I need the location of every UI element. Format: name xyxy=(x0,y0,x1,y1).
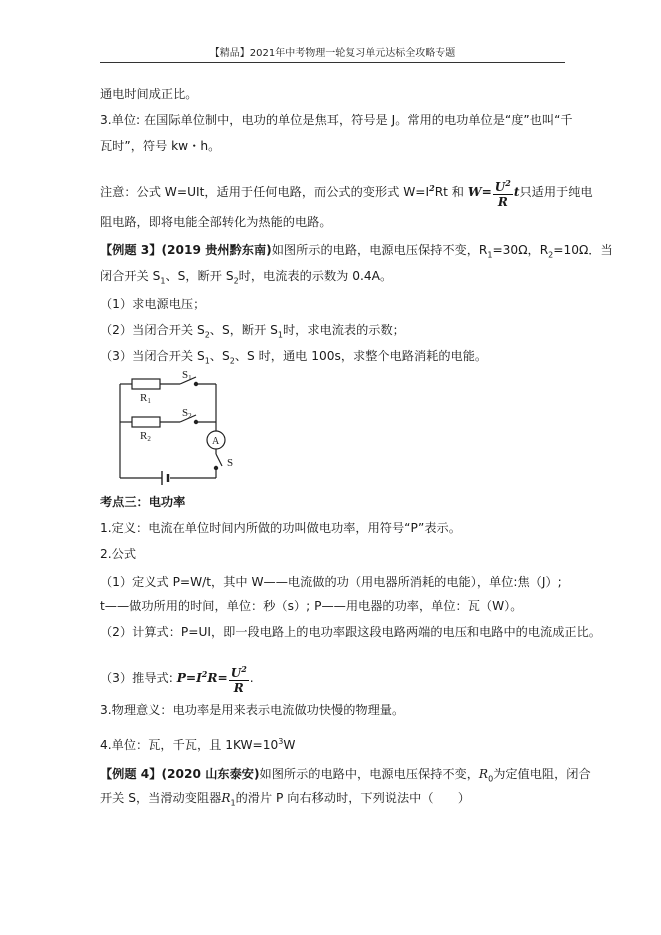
numerator: U xyxy=(494,180,506,194)
subscript: 1 xyxy=(487,250,493,260)
question-2 xyxy=(100,322,405,343)
formula-symbol: t xyxy=(513,185,520,199)
note-text: 只适用于纯电 xyxy=(519,185,593,199)
formula-symbol: = xyxy=(185,671,197,685)
circuit-diagram xyxy=(110,368,250,488)
switch-contact xyxy=(194,420,197,423)
page-header: 【精品】2021年中考物理一轮复习单元达标全攻略专题 xyxy=(209,48,456,59)
note-formula-line xyxy=(100,176,593,209)
example-label: 【例题 3】(2019 贵州黔东南) xyxy=(100,243,272,257)
text-part: W xyxy=(283,738,296,753)
battery xyxy=(162,471,168,485)
text-part: 4.单位：瓦，千瓦，且 1KW=10 xyxy=(100,738,279,753)
text-part: 、S，断开 S xyxy=(209,323,278,337)
subscript: 2 xyxy=(548,250,554,260)
formula-symbol: I xyxy=(196,671,202,685)
example-text: 如图所示的电路中，电源电压保持不变， xyxy=(259,767,479,781)
formula-symbol: R xyxy=(221,791,231,805)
superscript: 2 xyxy=(201,668,208,679)
text-line: （1）定义式 P=W/t，其中 W——电流做的功（用电器所消耗的电能），单位:焦（J）; xyxy=(100,575,562,589)
numerator: U xyxy=(230,666,242,680)
denominator: R xyxy=(497,195,508,209)
subscript: 0 xyxy=(488,774,494,784)
question-1: （1）求电源电压； xyxy=(100,297,206,311)
text-line: 2.公式 xyxy=(100,547,137,561)
note-text: Rt 和 xyxy=(434,185,464,199)
text-part: 时，电流表的示数为 0.4A。 xyxy=(238,269,393,283)
formula-symbol: R xyxy=(478,767,489,781)
derived-formula-line: （3）推导式: $P=I^2R=$ $\frac{U^2}{R}$ . xyxy=(100,664,254,695)
subscript: 1 xyxy=(204,356,210,366)
superscript: 2 xyxy=(429,182,435,193)
text-part: （3）推导式: xyxy=(100,671,173,685)
example-text: 如图所示的电路，电源电压保持不变，R xyxy=(271,243,488,257)
text-line: 通电时间成正比。 xyxy=(100,87,198,101)
text-line: t——做功所用的时间，单位：秒（s）; P——用电器的功率，单位：瓦（W）。 xyxy=(100,599,523,613)
example-3-line xyxy=(100,242,613,263)
example-4-line xyxy=(100,766,591,787)
text-line xyxy=(100,734,295,753)
text-part: （3）当闭合开关 S xyxy=(100,349,205,363)
text-part: 、S，断开 S xyxy=(165,269,234,283)
text-line xyxy=(100,268,392,289)
text-part: 的滑片 P 向右移动时，下列说法中（ ） xyxy=(235,791,471,805)
question-3 xyxy=(100,348,487,369)
formula-symbol: P xyxy=(176,671,186,685)
text-line: 瓦时”，符号 kw・h。 xyxy=(100,139,221,153)
label-r1: R1 xyxy=(140,392,151,405)
superscript: 2 xyxy=(241,664,247,674)
label-r2: R2 xyxy=(140,430,151,443)
subscript: 1 xyxy=(230,798,236,808)
fraction xyxy=(493,176,513,209)
subscript: 2 xyxy=(229,356,235,366)
denominator: R xyxy=(233,681,244,695)
subscript: 2 xyxy=(204,330,210,340)
text-part: （2）当闭合开关 S xyxy=(100,323,205,337)
text-part: 开关 S，当滑动变阻器 xyxy=(100,791,222,805)
example-label: 【例题 4】(2020 山东泰安) xyxy=(100,767,260,781)
resistor-r2 xyxy=(132,417,160,427)
section-title: 考点三：电功率 xyxy=(100,495,186,509)
text-part: 、S 时，通电 100s，求整个电路消耗的电能。 xyxy=(234,349,488,363)
label-s: S xyxy=(227,457,234,469)
resistor-r1 xyxy=(132,379,160,389)
text-part: 时，求电流表的示数； xyxy=(282,323,405,337)
superscript: 3 xyxy=(278,737,284,746)
text-line: （2）计算式：P=UI，即一段电路上的电功率跟这段电路两端的电压和电路中的电流成正比。 xyxy=(100,625,601,639)
note-text: 注意：公式 W=UIt，适用于任何电路，而公式的变形式 W=I xyxy=(100,185,430,199)
text-line: 阻电路，即将电能全部转化为热能的电路。 xyxy=(100,215,332,229)
formula-symbol: R xyxy=(207,671,218,685)
formula-symbol: W xyxy=(467,185,482,199)
switch-contact xyxy=(194,382,197,385)
subscript: 1 xyxy=(277,330,283,340)
formula-symbol: = xyxy=(481,185,492,199)
label-s1: S1 xyxy=(182,369,192,382)
ammeter-label: A xyxy=(212,436,220,447)
label-s2: S2 xyxy=(182,407,192,420)
subscript: 2 xyxy=(233,276,239,286)
text-line: 1.定义：电流在单位时间内所做的功叫做电功率，用符号“P”表示。 xyxy=(100,521,461,535)
example-text: =10Ω．当 xyxy=(553,243,613,257)
switch-s xyxy=(216,454,222,466)
text-part: 闭合开关 S xyxy=(100,269,161,283)
text-line xyxy=(100,790,470,811)
text-line: 3.物理意义：电功率是用来表示电流做功快慢的物理量。 xyxy=(100,703,405,717)
fraction xyxy=(229,662,249,695)
text-line: 3.单位: 在国际单位制中，电功的单位是焦耳，符号是 J。常用的电功单位是“度”也叫“千 xyxy=(100,113,573,127)
formula-symbol: = xyxy=(217,671,228,685)
example-text: 为定值电阻，闭合 xyxy=(493,767,591,781)
text-part: 、S xyxy=(209,349,230,363)
superscript: 2 xyxy=(505,178,511,188)
example-text: =30Ω，R xyxy=(492,243,549,257)
subscript: 1 xyxy=(160,276,166,286)
header-rule xyxy=(100,62,565,63)
